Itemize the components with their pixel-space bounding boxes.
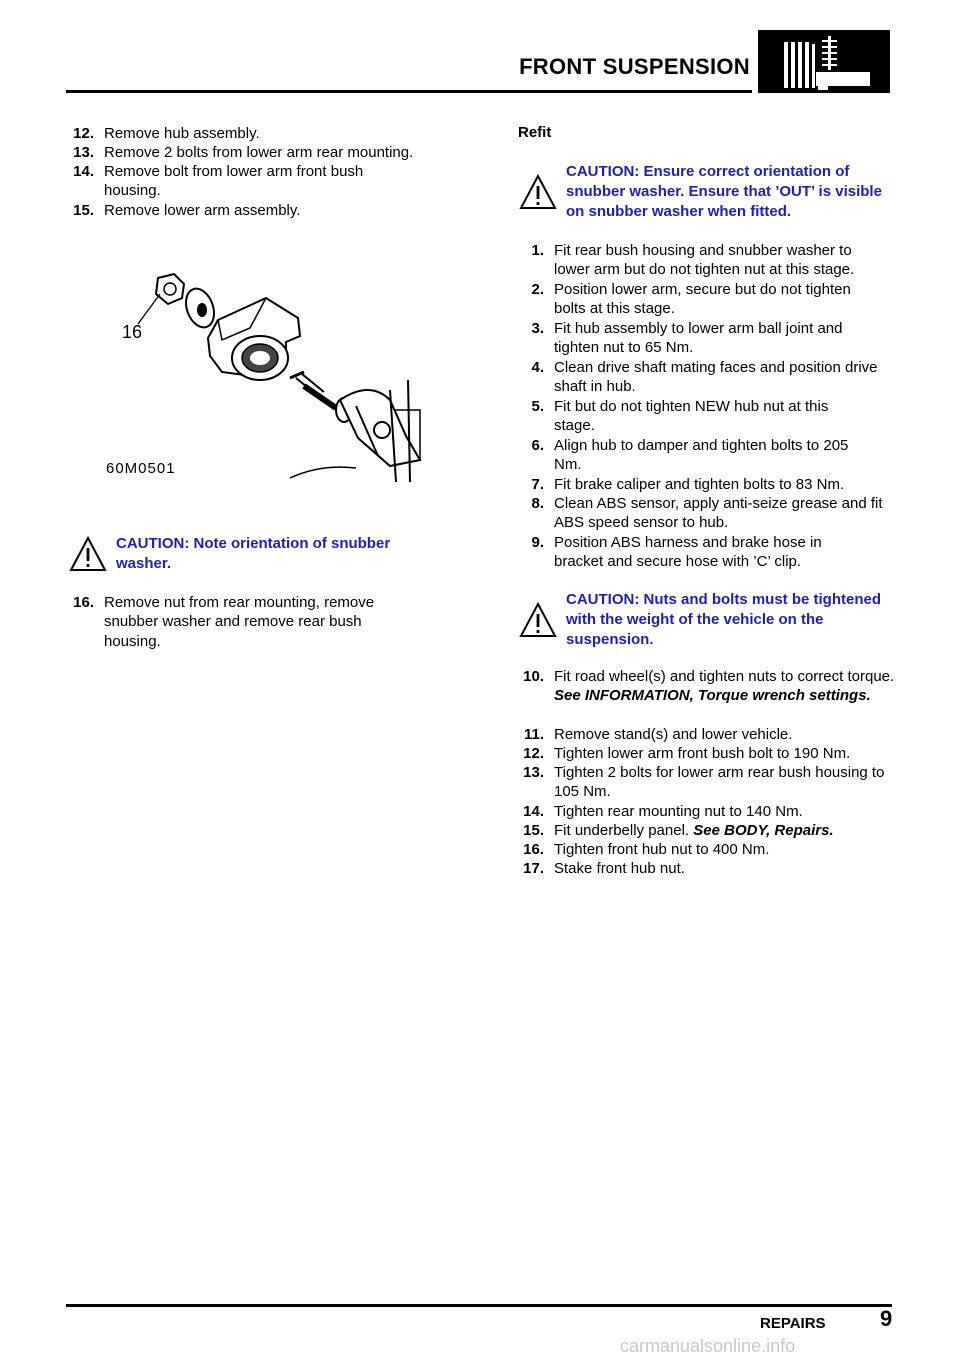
step-text: Clean ABS sensor, apply anti-seize grease and fit ABS speed sensor to hub. xyxy=(554,495,883,532)
step-number: 10. xyxy=(523,668,544,685)
step-text: Tighten front hub nut to 400 Nm. xyxy=(554,841,770,858)
list-item xyxy=(516,436,906,476)
list-item xyxy=(66,162,466,202)
list-item xyxy=(516,840,906,860)
warning-triangle-icon xyxy=(68,534,108,574)
step-number: 7. xyxy=(531,476,544,493)
step-number: 12. xyxy=(523,745,544,762)
step-text: Align hub to damper and tighten bolts to 205 Nm. xyxy=(554,437,849,474)
figure-callout: 16 xyxy=(122,322,143,342)
warning-triangle-icon xyxy=(518,600,558,640)
lower-arm-rear-bush-figure xyxy=(90,260,430,485)
step-text: Clean drive shaft mating faces and position drive shaft in hub. xyxy=(554,359,878,396)
step-text: Fit road wheel(s) and tighten nuts to correct torque. xyxy=(554,668,895,685)
refit-heading: Refit xyxy=(518,124,552,141)
step-text: Stake front hub nut. xyxy=(554,860,685,877)
step-text: Remove hub assembly. xyxy=(104,125,260,142)
watermark: carmanualsonline.info xyxy=(620,1336,796,1356)
step-text: Fit underbelly panel. xyxy=(554,822,690,839)
list-item xyxy=(516,494,906,534)
step-number: 1. xyxy=(531,242,544,259)
step-text: Position lower arm, secure but do not tighten bolts at this stage. xyxy=(554,281,851,318)
caution-text: CAUTION: Nuts and bolts must be tightened with the weight of the vehicle on the suspension. xyxy=(566,591,881,648)
header-rule xyxy=(66,90,752,93)
list-item xyxy=(516,802,906,822)
step-number: 9. xyxy=(531,534,544,551)
step-number: 3. xyxy=(531,320,544,337)
warning-triangle-icon xyxy=(518,172,558,212)
list-item xyxy=(516,763,906,803)
step-text: Remove stand(s) and lower vehicle. xyxy=(554,726,793,743)
list-item xyxy=(516,859,906,879)
step-number: 15. xyxy=(523,822,544,839)
step-number: 14. xyxy=(73,163,94,180)
list-item xyxy=(516,744,906,764)
list-item xyxy=(66,593,466,653)
step-text: Fit rear bush housing and snubber washer to lower arm but do not tighten nut at this stage. xyxy=(554,242,855,279)
step-number: 11. xyxy=(523,726,544,743)
step-number: 13. xyxy=(73,144,94,161)
step-text: Position ABS harness and brake hose in bracket and secure hose with ’C’ clip. xyxy=(554,534,822,571)
step-number: 12. xyxy=(73,125,94,142)
step-text: Fit but do not tighten NEW hub nut at this stage. xyxy=(554,398,829,435)
caution-tighten-weight xyxy=(518,590,898,654)
footer-rule xyxy=(66,1304,892,1307)
list-item xyxy=(66,124,466,144)
step-number: 14. xyxy=(523,803,544,820)
list-item xyxy=(516,358,906,398)
page-title: FRONT SUSPENSION xyxy=(519,54,750,79)
caution-snubber-orientation xyxy=(68,534,428,578)
step-number: 6. xyxy=(531,437,544,454)
step-text: Tighten rear mounting nut to 140 Nm. xyxy=(554,803,803,820)
step-text: Remove 2 bolts from lower arm rear mounting. xyxy=(104,144,414,161)
list-item xyxy=(516,475,906,495)
step-text: Remove lower arm assembly. xyxy=(104,202,301,219)
list-item xyxy=(516,725,906,745)
step-number: 8. xyxy=(531,495,544,512)
step-number: 13. xyxy=(523,764,544,781)
list-item xyxy=(66,143,466,163)
list-item xyxy=(516,667,906,727)
cross-reference-link[interactable]: See INFORMATION, Torque wrench settings. xyxy=(554,687,871,705)
step-number: 16. xyxy=(73,594,94,611)
cross-reference-link[interactable]: See BODY, Repairs. xyxy=(693,822,834,839)
caution-text: CAUTION: Note orientation of snubber washer. xyxy=(116,535,391,572)
step-text: Tighten lower arm front bush bolt to 190 Nm. xyxy=(554,745,851,762)
list-item xyxy=(66,201,466,221)
list-item xyxy=(516,821,906,841)
step-text: Fit brake caliper and tighten bolts to 83 Nm. xyxy=(554,476,845,493)
suspension-logo-icon xyxy=(758,30,890,93)
step-text: Tighten 2 bolts for lower arm rear bush housing to 105 Nm. xyxy=(554,764,885,801)
page-number: 9 xyxy=(880,1306,893,1331)
list-item xyxy=(516,241,906,281)
step-text: Remove nut from rear mounting, remove snubber washer and remove rear bush housing. xyxy=(104,594,375,650)
list-item xyxy=(516,280,906,320)
list-item xyxy=(516,533,906,573)
caution-out-visible xyxy=(518,162,898,226)
step-text: Remove bolt from lower arm front bush housing. xyxy=(104,163,364,200)
step-number: 16. xyxy=(523,841,544,858)
step-number: 15. xyxy=(73,202,94,219)
figure-code: 60M0501 xyxy=(106,460,176,477)
list-item xyxy=(516,319,906,359)
step-number: 5. xyxy=(531,398,544,415)
list-item xyxy=(516,397,906,437)
step-number: 17. xyxy=(523,860,544,877)
footer-section-name: REPAIRS xyxy=(760,1315,826,1332)
step-text: Fit hub assembly to lower arm ball joint and tighten nut to 65 Nm. xyxy=(554,320,843,357)
step-number: 2. xyxy=(531,281,544,298)
step-number: 4. xyxy=(531,359,544,376)
caution-text: CAUTION: Ensure correct orientation of snubber washer. Ensure that ’OUT’ is visible on snubber washer when fitted. xyxy=(566,163,882,220)
